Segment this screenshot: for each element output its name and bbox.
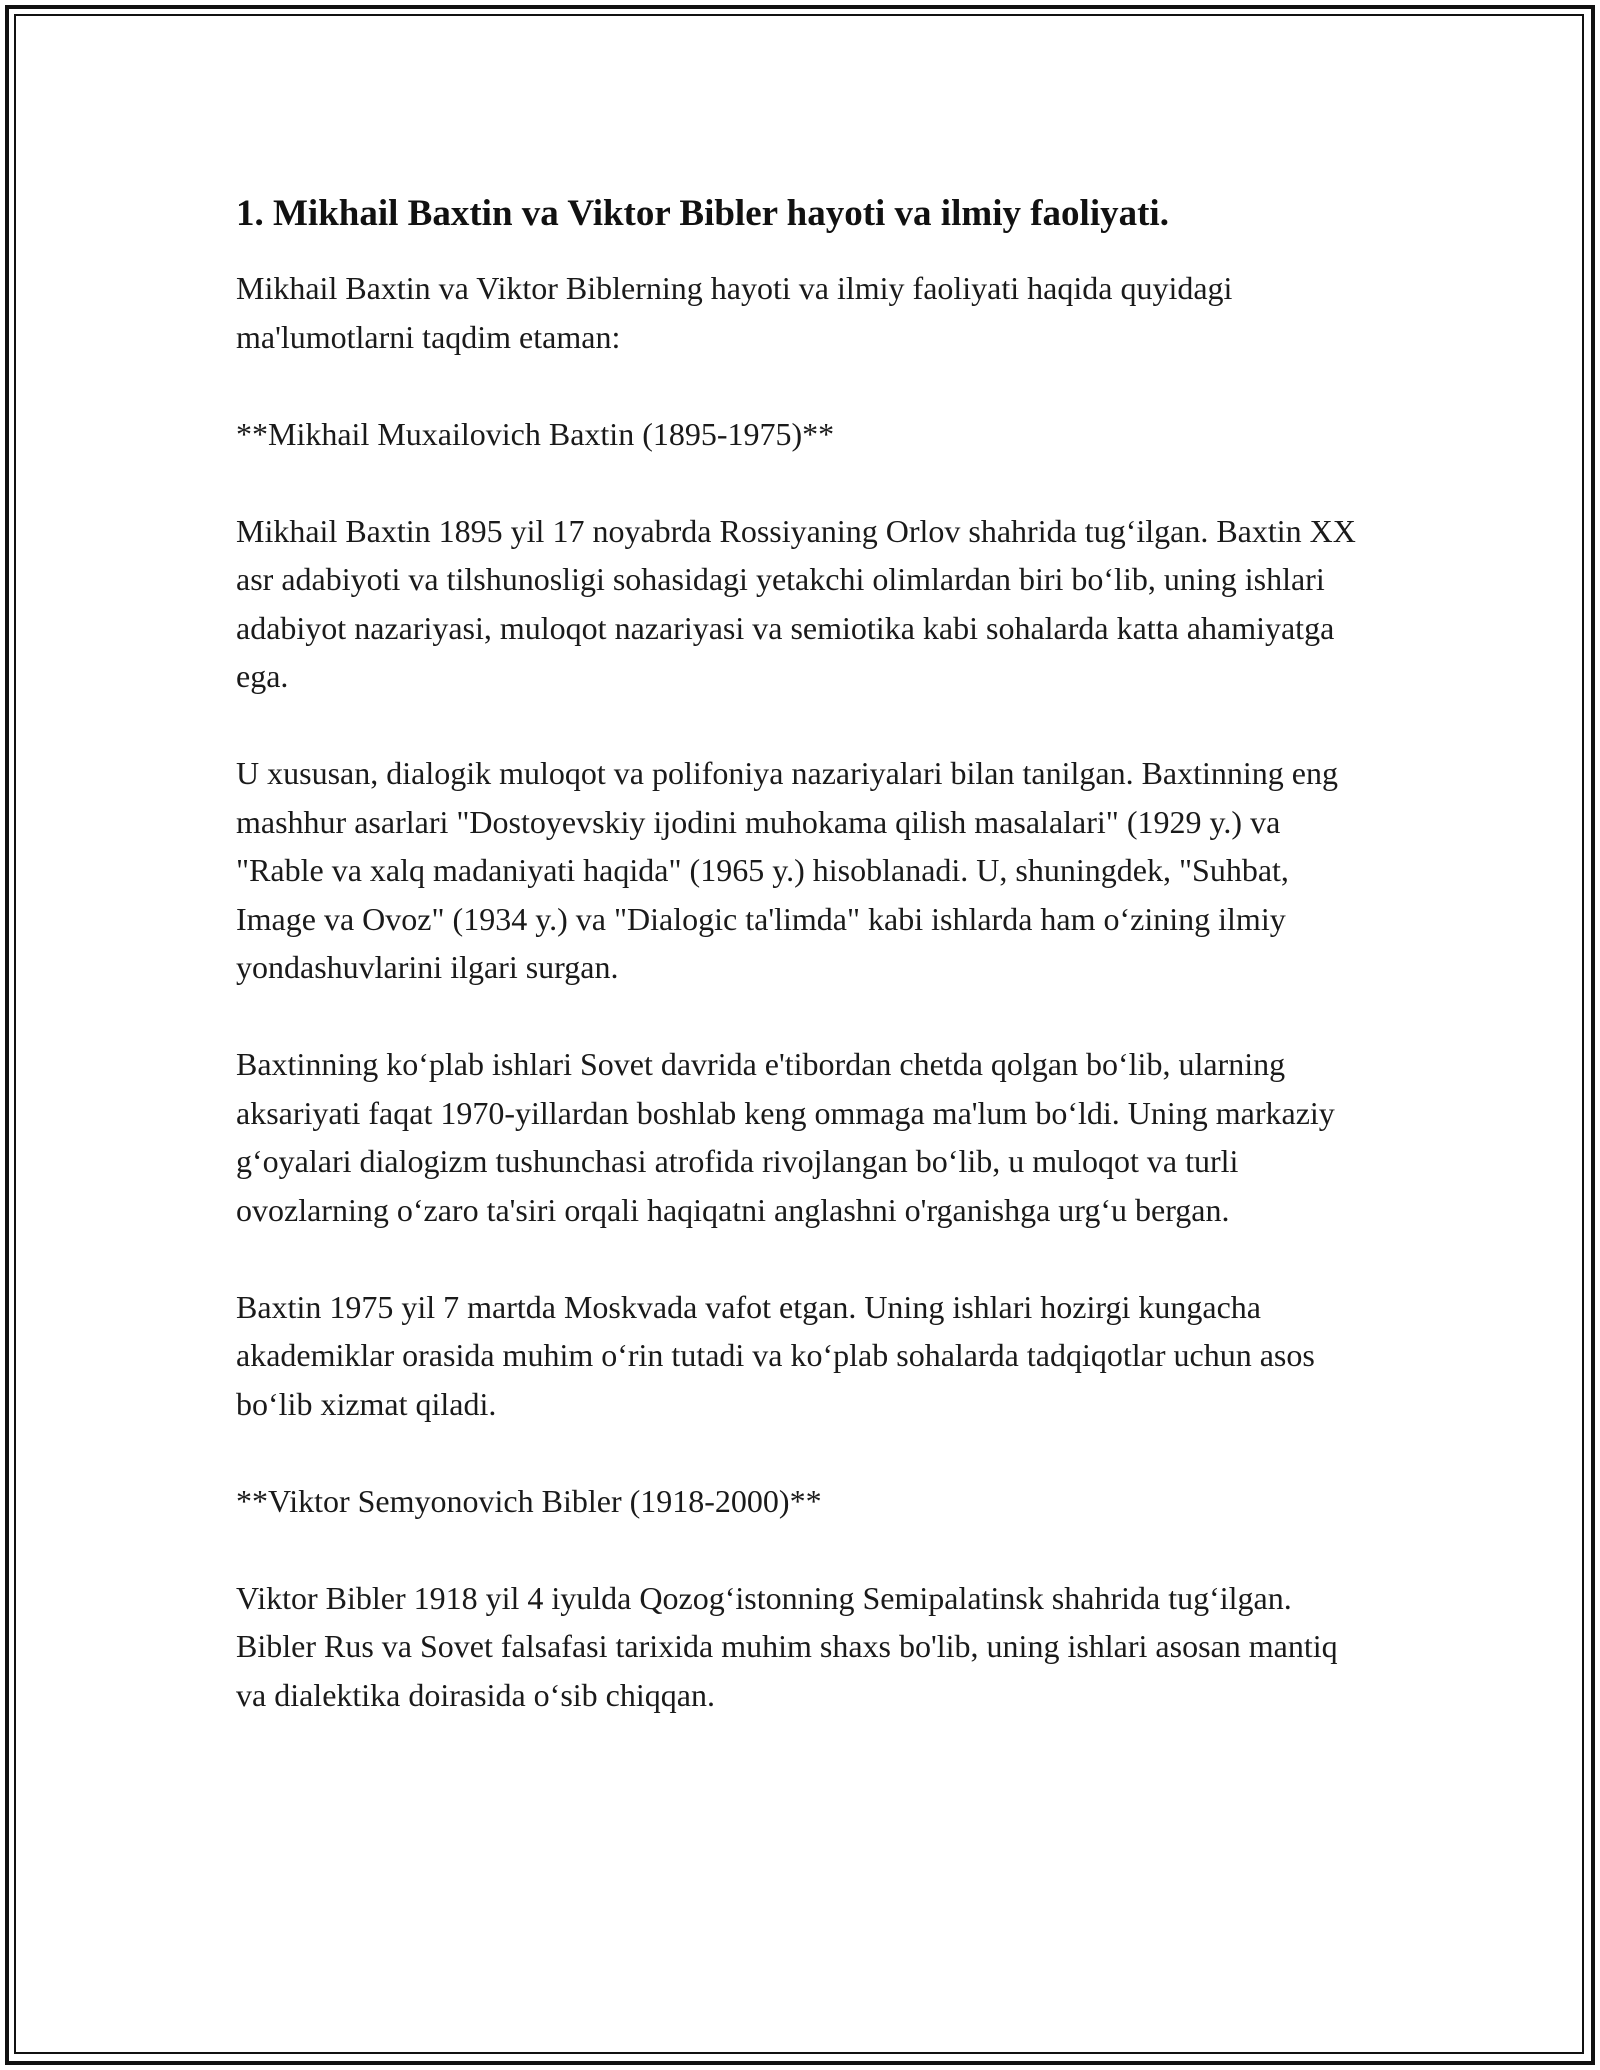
bibler-subheading: **Viktor Semyonovich Bibler (1918-2000)** (236, 1482, 822, 1519)
baxtin-death-paragraph: Baxtin 1975 yil 7 martda Moskvada vafot etgan. Uning ishlari hozirgi kungacha akademiklar orasida muhim o‘rin tutadi va ko‘plab sohalarda tadqiqotlar uchun asos bo‘lib xizmat qiladi. (236, 1288, 1315, 1422)
baxtin-subheading: **Mikhail Muxailovich Baxtin (1895-1975)** (236, 415, 835, 452)
bibler-birth-paragraph: Viktor Bibler 1918 yil 4 iyulda Qozog‘istonning Semipalatinsk shahrida tug‘ilgan. Bibler Rus va Sovet falsafasi tarixida muhim shaxs bo'lib, uning ishlari asosan mantiq va dialektika doirasida o‘sib chiqqan. (236, 1579, 1338, 1713)
baxtin-legacy-paragraph: Baxtinning ko‘plab ishlari Sovet davrida e'tibordan chetda qolgan bo‘lib, ularning aksariyati faqat 1970-yillardan boshlab keng ommaga ma'lum bo‘ldi. Uning markaziy g‘oyalari dialogizm tushunchasi atrofida rivojlangan bo‘lib, u muloqot va turli ovozlarning o‘zaro ta'siri orqali haqiqatni anglashni o'rganishga urg‘u bergan. (236, 1046, 1335, 1228)
document-body (236, 190, 1366, 1768)
baxtin-works-paragraph: U xususan, dialogik muloqot va polifoniya nazariyalari bilan tanilgan. Baxtinning eng mashhur asarlari "Dostoyevskiy ijodini muhokama qilish masalalari" (1929 y.) va "Rable va xalq madaniyati haqida" (1965 y.) hisoblanadi. U, shuningdek, "Suhbat, Image va Ovoz" (1934 y.) va "Dialogic ta'limda" kabi ishlarda ham o‘zining ilmiy yondashuvlarini ilgari surgan. (236, 755, 1338, 985)
section-heading: 1. Mikhail Baxtin va Viktor Bibler hayoti va ilmiy faoliyati. (236, 193, 1169, 234)
baxtin-birth-paragraph: Mikhail Baxtin 1895 yil 17 noyabrda Rossiyaning Orlov shahrida tug‘ilgan. Baxtin XX asr adabiyoti va tilshunosligi sohasidagi yetakchi olimlardan biri bo‘lib, uning ishlari adabiyot nazariyasi, muloqot nazariyasi va semiotika kabi sohalarda katta ahamiyatga ega. (236, 512, 1356, 694)
intro-paragraph: Mikhail Baxtin va Viktor Biblerning hayoti va ilmiy faoliyati haqida quyidagi ma'lumotlarni taqdim etaman: (236, 270, 1233, 355)
